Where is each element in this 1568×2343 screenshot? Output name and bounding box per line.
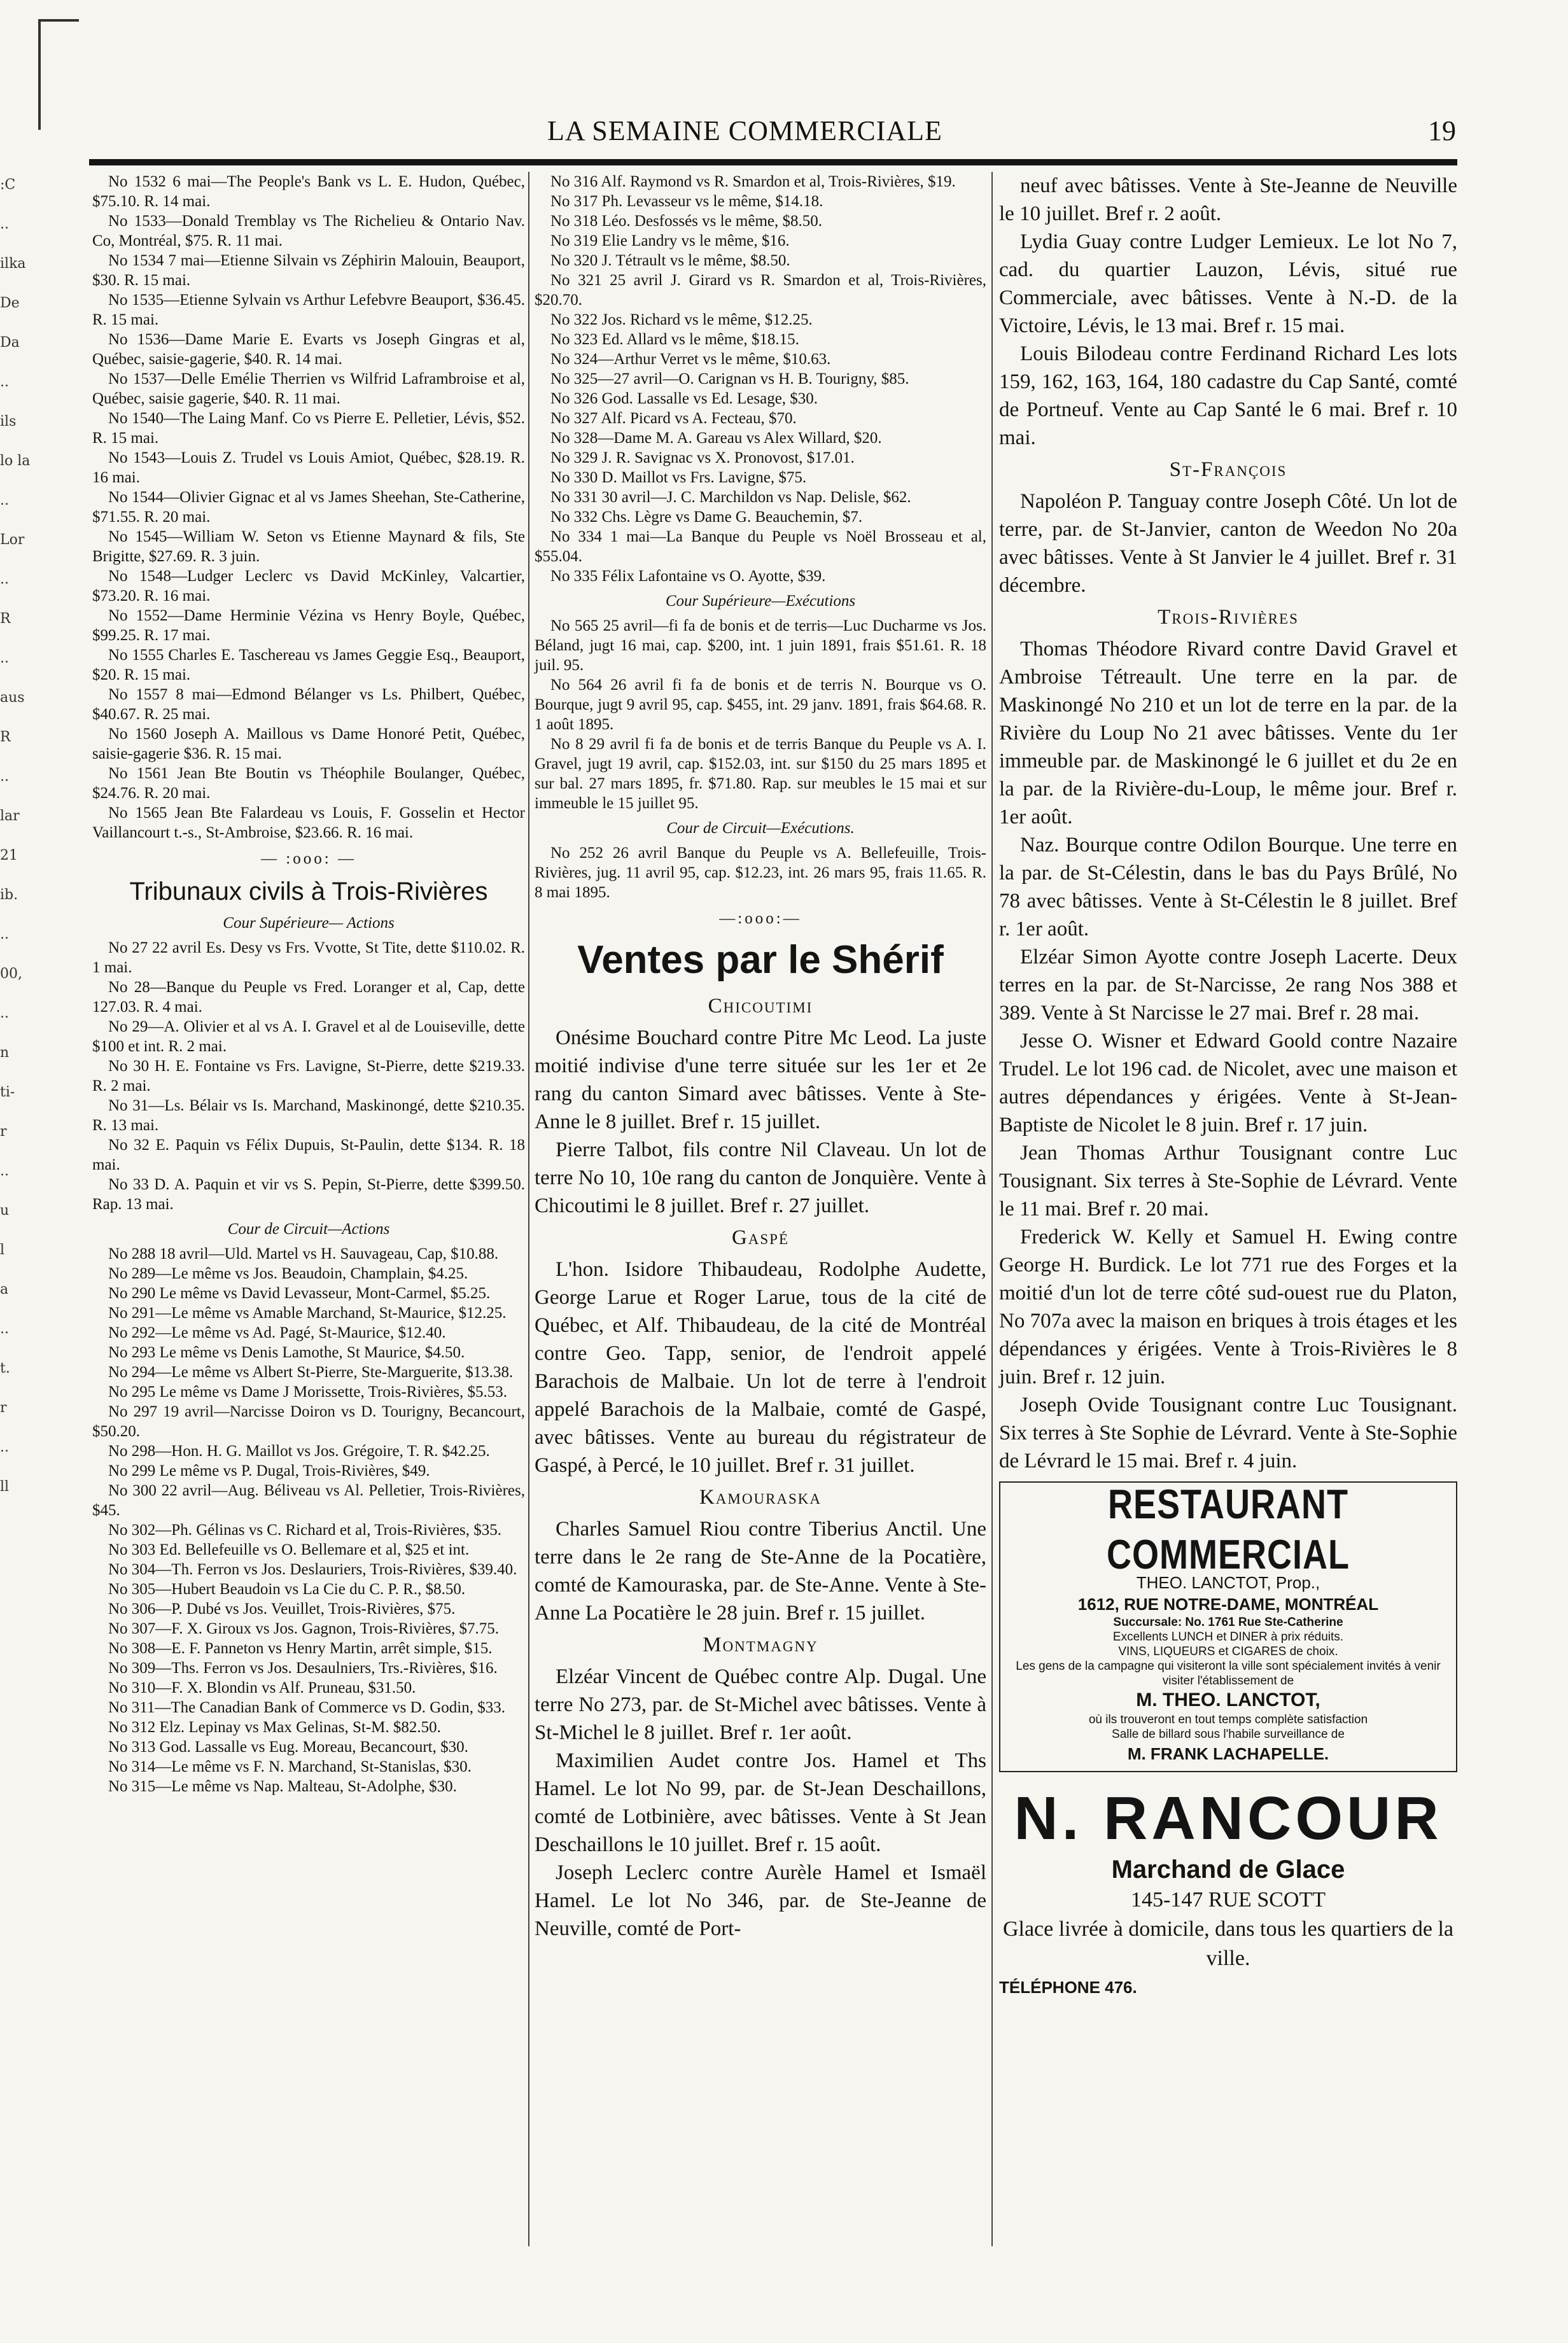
court-entry: No 29—A. Olivier et al vs A. I. Gravel et al de Louiseville, dette $100 et int. R. 2 mai. <box>92 1018 525 1055</box>
ad-restaurant-title: RESTAURANT COMMERCIAL <box>1107 1481 1350 1578</box>
court-entry: No 317 Ph. Levasseur vs le même, $14.18. <box>550 193 823 210</box>
column-rule-2 <box>991 172 993 2246</box>
court-entry: No 330 D. Maillot vs Frs. Lavigne, $75. <box>550 469 807 486</box>
section-title-ventes-sherif: Ventes par le Shérif <box>577 938 944 982</box>
court-entry: No 316 Alf. Raymond vs R. Smardon et al, Trois-Rivières, $19. <box>550 173 956 190</box>
court-entry: No 292—Le même vs Ad. Pagé, St-Maurice, $12.40. <box>108 1324 446 1341</box>
ad-restaurant-proprietor: THEO. LANCTOT, Prop., <box>1136 1573 1320 1592</box>
margin-fragment: ti- <box>0 1084 15 1100</box>
margin-fragment: .. <box>0 927 9 942</box>
court-entry: No 1561 Jean Bte Boutin vs Théophile Boulanger, Québec, $24.76. R. 20 mai. <box>92 765 525 802</box>
region-heading: St-François <box>1169 458 1287 481</box>
ad-restaurant-line-2: VINS, LIQUEURS et CIGARES de choix. <box>1118 1645 1338 1658</box>
court-entry: No 1548—Ludger Leclerc vs David McKinley, Valcartier, $73.20. R. 16 mai. <box>92 568 525 605</box>
ad-rancour-subtitle: Marchand de Glace <box>1111 1856 1345 1884</box>
court-entry: No 293 Le même vs Denis Lamothe, St Maurice, $4.50. <box>108 1344 465 1361</box>
header-rule <box>89 159 1457 165</box>
left-margin-fragments <box>0 165 83 2074</box>
execution-entry: No 564 26 avril fi fa de bonis et de terris N. Bourque vs O. Bourque, jugt 9 avril 95, cap. $455, int. 29 janv. 1891, frais $64.68. R. 1 août 1895. <box>535 676 986 733</box>
court-entry: No 290 Le même vs David Levasseur, Mont-Carmel, $5.25. <box>108 1285 491 1302</box>
court-entry: No 1543—Louis Z. Trudel vs Louis Amiot, Québec, $28.19. R. 16 mai. <box>92 449 525 486</box>
margin-fragment: 00, <box>0 966 22 982</box>
execution-entry: No 252 26 avril Banque du Peuple vs A. Bellefeuille, Trois-Rivières, jug. 11 avril 95, cap. $12.23, int. 26 mars 95, frais 11.65. R. 8 mai 1895. <box>535 844 986 901</box>
court-entry: No 1532 6 mai—The People's Bank vs L. E. Hudon, Québec, $75.10. R. 14 mai. <box>92 173 525 210</box>
sale-entry: Louis Bilodeau contre Ferdinand Richard Les lots 159, 162, 163, 164, 180 cadastre du Cap Santé, comté de Portneuf. Vente au Cap Santé le 6 mai. Bref r. 10 mai. <box>999 342 1457 449</box>
ad-rancour-title: N. RANCOUR <box>1014 1784 1443 1852</box>
court-entry: No 334 1 mai—La Banque du Peuple vs Noël Brosseau et al, $55.04. <box>535 528 986 565</box>
sheriff-sales-regions <box>999 456 1457 1475</box>
court-entry: No 304—Th. Ferron vs Jos. Deslauriers, Trois-Rivières, $39.40. <box>108 1561 517 1578</box>
margin-fragment: .. <box>0 374 9 390</box>
sheriff-sales-list <box>535 992 986 1943</box>
court-entry: No 1540—The Laing Manf. Co vs Pierre E. Pelletier, Lévis, $52. R. 15 mai. <box>92 410 525 447</box>
court-entry: No 1560 Joseph A. Maillous vs Dame Honoré Petit, Québec, saisie-gagerie $36. R. 15 mai. <box>92 725 525 762</box>
court-entry: No 300 22 avril—Aug. Béliveau vs Al. Pelletier, Trois-Rivières, $45. <box>92 1482 525 1519</box>
court-entry: No 294—Le même vs Albert St-Pierre, Ste-Marguerite, $13.38. <box>108 1364 514 1381</box>
court-entry: No 1533—Donald Tremblay vs The Richelieu & Ontario Nav. Co, Montréal, $75. R. 11 mai. <box>92 213 525 249</box>
court-entry: No 308—E. F. Panneton vs Henry Martin, arrêt simple, $15. <box>108 1640 493 1657</box>
sale-entry: Maximilien Audet contre Jos. Hamel et Ths Hamel. Le lot No 99, par. de St-Jean Deschaillons, comté de Lotbinière, avec bâtisses. Vente à St Jean Deschaillons le 10 juillet. Bref r. 15 août. <box>535 1749 986 1856</box>
region-heading: Trois-Rivières <box>1158 606 1299 629</box>
page-header <box>0 102 1568 153</box>
court-entry: No 28—Banque du Peuple vs Fred. Loranger et al, Cap, dette 127.03. R. 4 mai. <box>92 979 525 1016</box>
court-entry: No 298—Hon. H. G. Maillot vs Jos. Grégoire, T. R. $42.25. <box>108 1443 490 1460</box>
ad-restaurant-address: 1612, RUE NOTRE-DAME, MONTRÉAL <box>1077 1595 1379 1614</box>
ad-restaurant-branch: Succursale: No. 1761 Rue Ste-Catherine <box>1113 1616 1343 1629</box>
margin-fragment: ilka <box>0 256 26 272</box>
court-entry: No 303 Ed. Bellefeuille vs O. Bellemare et al, $25 et int. <box>108 1541 470 1558</box>
margin-fragment: r <box>0 1124 7 1140</box>
sale-entry: Onésime Bouchard contre Pitre Mc Leod. La juste moitié indivise d'une terre située sur les 1er et 2e rang du canton Simard avec bâtisses. Vente à Ste-Anne le 8 juillet. Bref r. 15 juillet. <box>535 1026 986 1133</box>
court-entry: No 326 God. Lassalle vs Ed. Lesage, $30. <box>550 390 818 407</box>
superieure-executions-list <box>535 616 986 813</box>
court-entry: No 1544—Olivier Gignac et al vs James Sheehan, Ste-Catherine, $71.55. R. 20 mai. <box>92 489 525 526</box>
margin-fragment: .. <box>0 1005 9 1021</box>
court-entry: No 1565 Jean Bte Falardeau vs Louis, F. Gosselin et Hector Vaillancourt t.-s., St-Ambroise, $23.66. R. 16 mai. <box>92 804 525 841</box>
court-entry: No 1534 7 mai—Etienne Silvain vs Zéphirin Malouin, Beauport, $30. R. 15 mai. <box>92 252 525 289</box>
margin-fragment: ils <box>0 414 17 430</box>
court-entry: No 322 Jos. Richard vs le même, $12.25. <box>550 311 813 328</box>
execution-entry: No 565 25 avril—fi fa de bonis et de terris—Luc Ducharme vs Jos. Béland, jugt 16 mai, cap. $200, int. 1 juin 1891, frais $51.61. R. 18 juil. 95. <box>535 617 986 674</box>
court-entry: No 306—P. Dubé vs Jos. Veuillet, Trois-Rivières, $75. <box>108 1600 456 1618</box>
margin-fragment: R <box>0 729 11 745</box>
margin-fragment: aus <box>0 690 25 706</box>
ad-restaurant-line-1: Excellents LUNCH et DINER à prix réduits. <box>1112 1630 1344 1644</box>
margin-fragment: ib. <box>0 887 18 903</box>
sale-entry: Pierre Talbot, fils contre Nil Claveau. Un lot de terre No 10, 10e rang du canton de Jonquière. Vente à Chicoutimi le 8 juillet. Bref r. 27 juillet. <box>535 1138 986 1217</box>
ad-restaurant-line-4: où ils trouveront en tout temps complète satisfaction <box>1088 1713 1368 1726</box>
sale-entry: Joseph Leclerc contre Aurèle Hamel et Ismaël Hamel. Le lot No 346, par. de Ste-Jeanne de Neuville, comté de Port- <box>535 1861 986 1940</box>
region-heading: Chicoutimi <box>708 995 813 1018</box>
sale-entry: neuf avec bâtisses. Vente à Ste-Jeanne de Neuville le 10 juillet. Bref r. 2 août. <box>999 174 1457 225</box>
margin-fragment: Lor <box>0 532 25 548</box>
margin-fragment: u <box>0 1203 10 1219</box>
execution-entry: No 8 29 avril fi fa de bonis et de terris Banque du Peuple vs A. I. Gravel, jugt 19 avril, cap. $152.03, int. sur $150 du 25 mars 1895 et sur bal. 27 mars 1895, fr. $71.80. Rap. sur meubles le 15 mai et sur immeuble le 15 juillet 95. <box>535 736 986 812</box>
court-entry: No 31—Ls. Bélair vs Is. Marchand, Maskinongé, dette $210.35. R. 13 mai. <box>92 1097 525 1134</box>
court-entry: No 299 Le même vs P. Dugal, Trois-Rivières, $49. <box>108 1462 430 1479</box>
court-entry: No 325—27 avril—O. Carignan vs H. B. Tourigny, $85. <box>550 370 909 388</box>
court-entry: No 331 30 avril—J. C. Marchildon vs Nap. Delisle, $62. <box>550 489 911 506</box>
region-heading: Kamouraska <box>699 1486 822 1509</box>
ad-restaurant-owner-name: M. THEO. LANCTOT, <box>1136 1689 1320 1710</box>
margin-fragment: t. <box>0 1360 10 1376</box>
court-entry: No 307—F. X. Giroux vs Jos. Gagnon, Trois-Rivières, $7.75. <box>108 1620 500 1637</box>
region-heading: Gaspé <box>731 1226 790 1249</box>
sale-entry: Charles Samuel Riou contre Tiberius Anctil. Une terre dans le 2e rang de Ste-Anne de la Pocatière, comté de Kamouraska, par. de Ste-Anne. Vente à Ste-Anne La Pocatière le 28 juin. Bref r. 15 juillet. <box>535 1518 986 1625</box>
superieure-actions-list <box>92 938 525 1214</box>
column-2 <box>535 172 986 1943</box>
margin-fragment: :C <box>0 177 16 193</box>
margin-fragment: .. <box>0 493 9 508</box>
ad-restaurant-line-3: Les gens de la campagne qui visiteront la ville sont spécialement invités à venir visiter l'établissement de <box>1016 1660 1441 1688</box>
court-entry: No 1545—William W. Seton vs Etienne Maynard & fils, Ste Brigitte, $27.69. R. 3 juin. <box>92 528 525 565</box>
circuit-actions-continued-list <box>535 172 986 586</box>
margin-fragment: .. <box>0 650 9 666</box>
court-entry: No 1555 Charles E. Taschereau vs James Geggie Esq., Beauport, $20. R. 15 mai. <box>92 647 525 683</box>
sale-entry: Thomas Théodore Rivard contre David Gravel et Ambroise Tétreault. Une terre en la par. de Maskinongé No 210 et un lot de terre en la par. de la Rivière du Loup No 21 avec bâtisses. Vente du 1er immeuble par. de Maskinongé le 6 juillet et du 2e en la par. de la Rivière-du-Loup, le même jour. Bref r. 1er août. <box>999 638 1457 829</box>
court-entry: No 288 18 avril—Uld. Martel vs H. Sauvageau, Cap, $10.88. <box>108 1245 499 1262</box>
subhead-cour-superieure-actions: Cour Supérieure— Actions <box>223 914 395 932</box>
sale-entry: Joseph Ovide Tousignant contre Luc Tousignant. Six terres à Ste Sophie de Lévrard. Vente à Ste-Sophie de Lévrard le 15 mai. Bref r. 4 juin. <box>999 1394 1457 1472</box>
sale-entry: Frederick W. Kelly et Samuel H. Ewing contre George H. Burdick. Le lot 771 rue des Forges et la moitié d'un lot de terre côté sud-ouest rue du Platon, No 707a avec la maison en briques à trois étages et les dépendances y érigées. Vente à Trois-Rivières le 8 juin. Bref r. 12 juin. <box>999 1226 1457 1388</box>
margin-fragment: l <box>0 1242 5 1258</box>
court-entry: No 297 19 avril—Narcisse Doiron vs D. Tourigny, Becancourt, $50.20. <box>92 1403 525 1440</box>
margin-fragment: lar <box>0 808 20 824</box>
margin-fragment: R <box>0 611 11 627</box>
court-entry: No 327 Alf. Picard vs A. Fecteau, $70. <box>550 410 797 427</box>
ad-rancour-phone: TÉLÉPHONE 476. <box>999 1978 1137 1997</box>
margin-fragment: .. <box>0 1321 9 1337</box>
section-title-trois-rivieres: Tribunaux civils à Trois-Rivières <box>129 878 488 906</box>
ad-rancour-address: 145-147 RUE SCOTT <box>1131 1888 1326 1912</box>
court-entry: No 1557 8 mai—Edmond Bélanger vs Ls. Philbert, Québec, $40.67. R. 25 mai. <box>92 686 525 723</box>
court-entry: No 32 E. Paquin vs Félix Dupuis, St-Paulin, dette $134. R. 18 mai. <box>92 1137 525 1173</box>
margin-fragment: 21 <box>0 848 18 864</box>
court-entry: No 302—Ph. Gélinas vs C. Richard et al, Trois-Rivières, $35. <box>108 1521 502 1539</box>
court-entry: No 289—Le même vs Jos. Beaudoin, Champlain, $4.25. <box>108 1265 468 1282</box>
court-entry: No 318 Léo. Desfossés vs le même, $8.50. <box>550 213 823 230</box>
court-entry: No 323 Ed. Allard vs le même, $18.15. <box>550 331 799 348</box>
circuit-actions-list <box>92 1244 525 1796</box>
running-title: LA SEMAINE COMMERCIALE <box>547 115 942 146</box>
court-entry: No 328—Dame M. A. Gareau vs Alex Willard, $20. <box>550 430 882 447</box>
court-entry: No 313 God. Lassalle vs Eug. Moreau, Becancourt, $30. <box>108 1738 468 1756</box>
margin-fragment: n <box>0 1045 10 1061</box>
column-1 <box>92 172 525 1796</box>
court-entry: No 27 22 avril Es. Desy vs Frs. Vvotte, St Tite, dette $110.02. R. 1 mai. <box>92 939 525 976</box>
court-entry: No 1552—Dame Herminie Vézina vs Henry Boyle, Québec, $99.25. R. 17 mai. <box>92 607 525 644</box>
court-entry: No 332 Chs. Lègre vs Dame G. Beauchemin, $7. <box>550 508 863 526</box>
court-entry: No 305—Hubert Beaudoin vs La Cie du C. P. R., $8.50. <box>108 1581 466 1598</box>
court-entry: No 291—Le même vs Amable Marchand, St-Maurice, $12.25. <box>108 1304 507 1322</box>
section-divider: — :ooo: — <box>261 850 356 867</box>
ad-restaurant-manager-name: M. FRANK LACHAPELLE. <box>1127 1744 1329 1763</box>
margin-fragment: .. <box>0 1163 9 1179</box>
margin-fragment: .. <box>0 1439 9 1455</box>
subhead-superieure-executions: Cour Supérieure—Exécutions <box>665 592 856 610</box>
court-entry: No 1537—Delle Emélie Therrien vs Wilfrid Laframbroise et al, Québec, saisie gagerie, $40. R. 11 mai. <box>92 370 525 407</box>
margin-fragment: Da <box>0 335 20 351</box>
quebec-actions-list <box>92 172 525 843</box>
court-entry: No 295 Le même vs Dame J Morissette, Trois-Rivières, $5.53. <box>108 1383 508 1401</box>
court-entry: No 33 D. A. Paquin et vir vs S. Pepin, St-Pierre, dette $399.50. Rap. 13 mai. <box>92 1176 525 1213</box>
court-entry: No 312 Elz. Lepinay vs Max Gelinas, St-M. $82.50. <box>108 1719 441 1736</box>
court-entry: No 321 25 avril J. Girard vs R. Smardon et al, Trois-Rivières, $20.70. <box>535 272 986 309</box>
court-entry: No 310—F. X. Blondin vs Alf. Pruneau, $31.50. <box>108 1679 416 1696</box>
court-entry: No 1535—Etienne Sylvain vs Arthur Lefebvre Beauport, $36.45. R. 15 mai. <box>92 291 525 328</box>
court-entry: No 311—The Canadian Bank of Commerce vs D. Godin, $33. <box>108 1699 505 1716</box>
court-entry: No 335 Félix Lafontaine vs O. Ayotte, $39. <box>550 568 826 585</box>
margin-fragment: De <box>0 295 20 311</box>
sheriff-sales-continued <box>999 172 1457 452</box>
column-rule-1 <box>528 172 529 2246</box>
page-number: 19 <box>1428 115 1456 146</box>
subhead-circuit-executions: Cour de Circuit—Exécutions. <box>666 820 855 837</box>
court-entry: No 315—Le même vs Nap. Malteau, St-Adolphe, $30. <box>108 1778 457 1795</box>
margin-fragment: .. <box>0 571 9 587</box>
sale-entry: Elzéar Vincent de Québec contre Alp. Dugal. Une terre No 273, par. de St-Michel avec bâtisses. Vente à St-Michel le 8 juillet. Bref r. 1er août. <box>535 1665 986 1744</box>
margin-fragment: a <box>0 1282 9 1297</box>
rancour-advertisement <box>999 1784 1457 2001</box>
circuit-executions-list <box>535 843 986 902</box>
margin-fragment: r <box>0 1400 7 1416</box>
sale-entry: Jesse O. Wisner et Edward Goold contre Nazaire Trudel. Le lot 196 cad. de Nicolet, avec une maison et autres dépendances y érigées. Vente à St-Jean-Baptiste de Nicolet le 8 juin. Bref r. 17 juin. <box>999 1030 1457 1137</box>
sale-entry: L'hon. Isidore Thibaudeau, Rodolphe Audette, George Larue et Roger Larue, tous de la cité de Québec, et Alf. Thibaudeau, de la cité de Montréal contre Geo. Tapp, senior, de l'endroit appelé Barachois de Malbaie. Un lot de terre à l'endroit appelé Barachois de la Malbaie, comté de Gaspé, avec bâtisses. Vente au bureau du régistrateur de Gaspé, à Percé, le 10 juillet. Bref r. 31 juillet. <box>535 1258 986 1477</box>
court-entry: No 30 H. E. Fontaine vs Frs. Lavigne, St-Pierre, dette $219.33. R. 2 mai. <box>92 1058 525 1095</box>
court-entry: No 324—Arthur Verret vs le même, $10.63. <box>550 351 831 368</box>
region-heading: Montmagny <box>703 1633 818 1656</box>
court-entry: No 314—Le même vs F. N. Marchand, St-Stanislas, $30. <box>108 1758 472 1775</box>
section-divider: —:ooo:— <box>719 910 802 927</box>
sale-entry: Napoléon P. Tanguay contre Joseph Côté. Un lot de terre, par. de St-Janvier, canton de Weedon No 20a avec bâtisses. Vente à St Janvier le 4 juillet. Bref r. 31 décembre. <box>999 490 1457 597</box>
court-entry: No 309—Ths. Ferron vs Jos. Desaulniers, Trs.-Rivières, $16. <box>108 1660 498 1677</box>
ad-restaurant-line-5: Salle de billard sous l'habile surveillance de <box>1112 1728 1345 1741</box>
margin-fragment: lo la <box>0 453 31 469</box>
sale-entry: Jean Thomas Arthur Tousignant contre Luc Tousignant. Six terres à Ste-Sophie de Lévrard. Vente le 11 mai. Bref r. 20 mai. <box>999 1142 1457 1220</box>
restaurant-advertisement <box>999 1481 1457 1772</box>
margin-fragment: .. <box>0 216 9 232</box>
court-entry: No 319 Elie Landry vs le même, $16. <box>550 232 790 249</box>
sale-entry: Elzéar Simon Ayotte contre Joseph Lacerte. Deux terres en la par. de St-Narcisse, 2e rang Nos 388 et 389. Vente à St Narcisse le 27 mai. Bref r. 28 mai. <box>999 946 1457 1025</box>
sale-entry: Naz. Bourque contre Odilon Bourque. Une terre en la par. de St-Célestin, dans le bas du Pays Brûlé, No 78 avec bâtisses. Vente à St-Célestin le 8 juillet. Bref r. 1er août. <box>999 834 1457 941</box>
court-entry: No 1536—Dame Marie E. Evarts vs Joseph Gingras et al, Québec, saisie-gagerie, $40. R. 14 mai. <box>92 331 525 368</box>
ad-rancour-text: Glace livrée à domicile, dans tous les quartiers de la ville. <box>1002 1917 1454 1970</box>
column-3 <box>999 172 1457 2001</box>
court-entry: No 320 J. Tétrault vs le même, $8.50. <box>550 252 790 269</box>
sale-entry: Lydia Guay contre Ludger Lemieux. Le lot No 7, cad. du quartier Lauzon, Lévis, situé rue Commerciale, avec bâtisses. Vente à N.-D. de la Victoire, Lévis, le 13 mai. Bref r. 15 mai. <box>999 230 1457 337</box>
subhead-cour-circuit-actions: Cour de Circuit—Actions <box>227 1220 390 1238</box>
court-entry: No 329 J. R. Savignac vs X. Pronovost, $17.01. <box>550 449 855 466</box>
margin-fragment: .. <box>0 769 9 785</box>
margin-fragment: ll <box>0 1479 10 1495</box>
